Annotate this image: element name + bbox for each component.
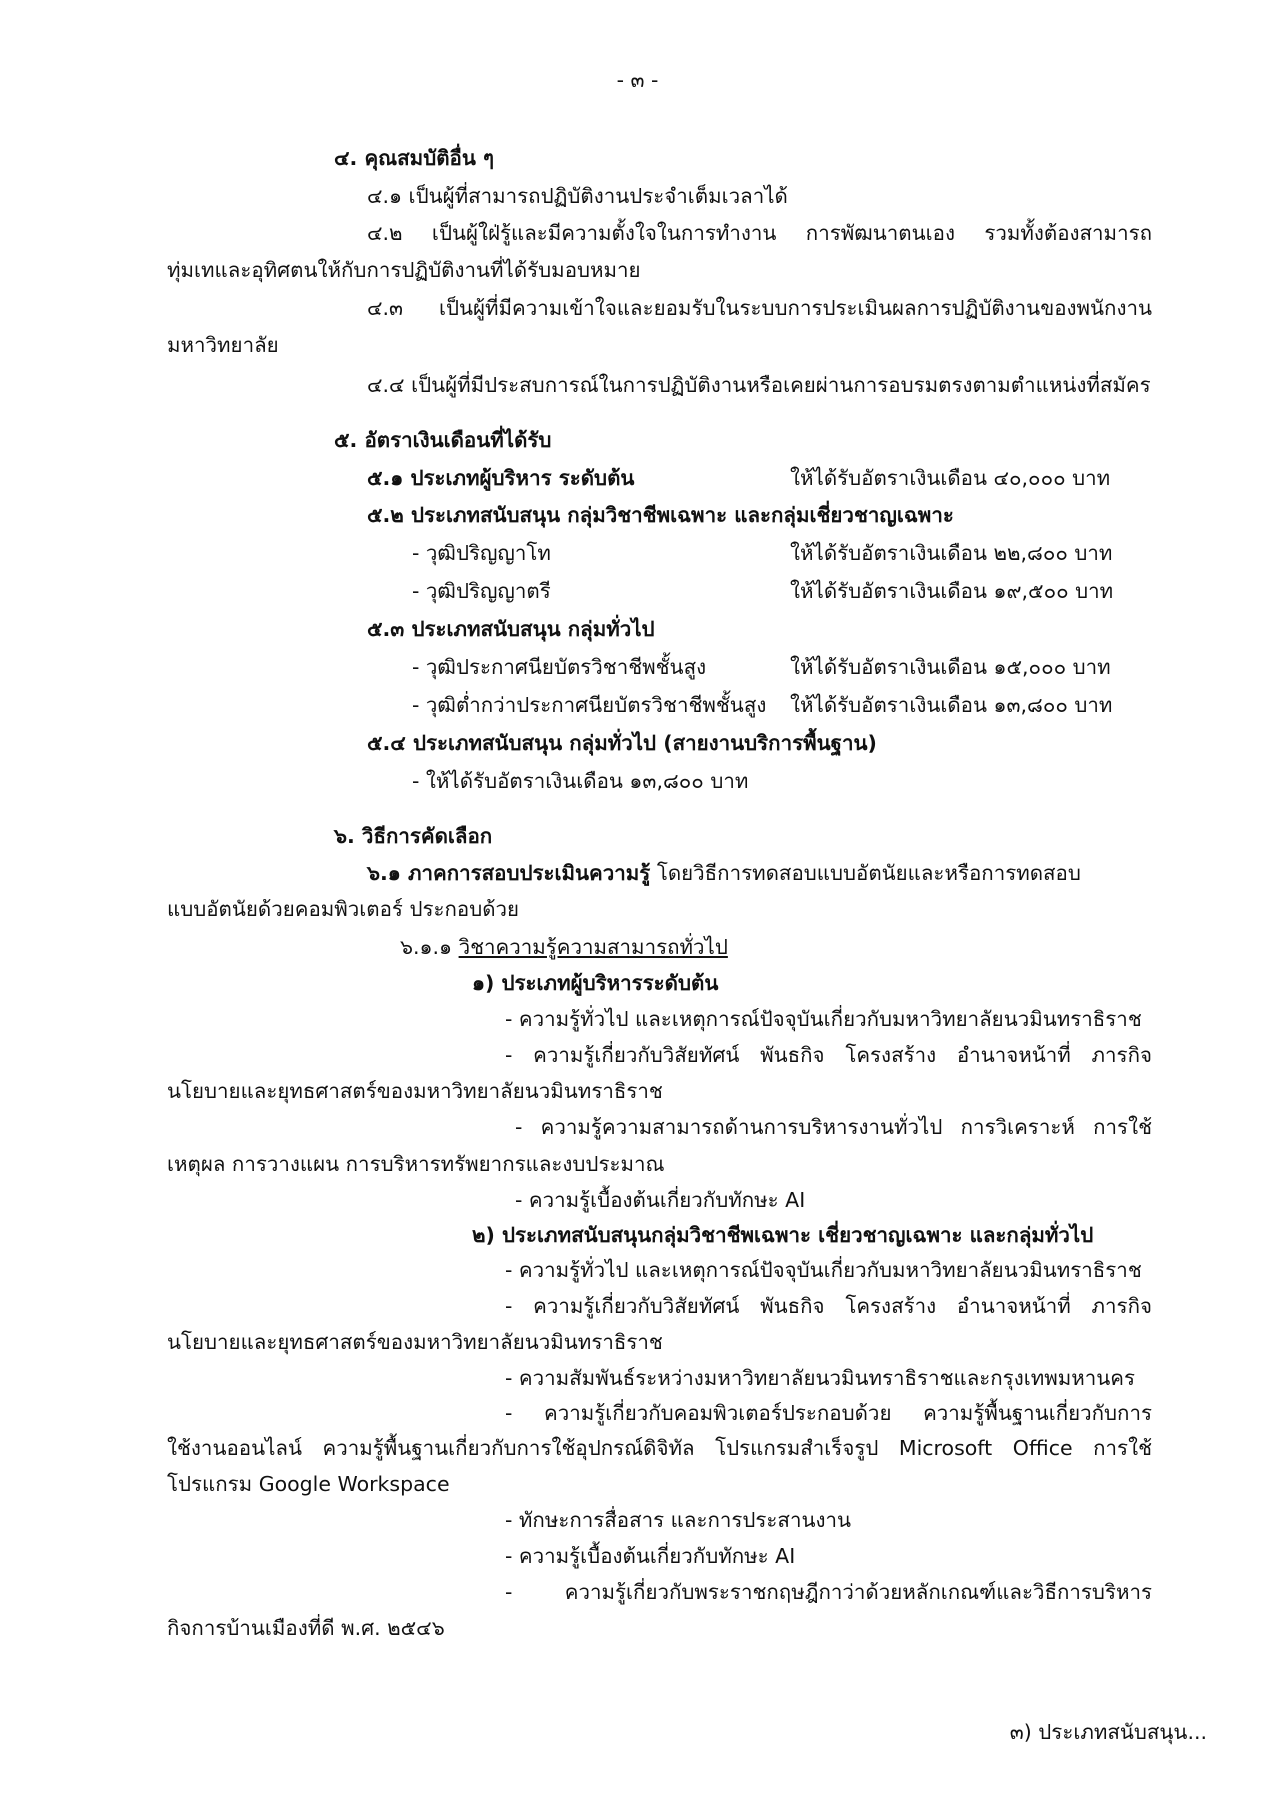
- section-4-item-3-line-1: ๔.๓ เป็นผู้ที่มีความเข้าใจและยอมรับในระบบการประเมินผลการปฏิบัติงานของพนักงาน: [367, 296, 1152, 320]
- section-4-item-4: ๔.๔ เป็นผู้ที่มีประสบการณ์ในการปฏิบัติงานหรือเคยผ่านการอบรมตรงตามตำแหน่งที่สมัคร: [367, 373, 1151, 397]
- group-2-item-6: - ความรู้เบื้องต้นเกี่ยวกับทักษะ AI: [505, 1544, 796, 1568]
- salary-5-3-label: ๕.๓ ประเภทสนับสนุน กลุ่มทั่วไป: [367, 617, 655, 641]
- group-2-item-4-line-1: - ความรู้เกี่ยวกับคอมพิวเตอร์ประกอบด้วย ความรู้พื้นฐานเกี่ยวกับการ: [505, 1401, 1152, 1425]
- salary-5-1-amount: ให้ได้รับอัตราเงินเดือน ๔๐,๐๐๐ บาท: [790, 466, 1111, 490]
- salary-5-4-amount: - ให้ได้รับอัตราเงินเดือน ๑๓,๘๐๐ บาท: [412, 769, 749, 793]
- group-2-item-4-line-3: โปรแกรม Google Workspace: [167, 1472, 450, 1496]
- salary-5-4-label: ๕.๔ ประเภทสนับสนุน กลุ่มทั่วไป (สายงานบริการพื้นฐาน): [367, 731, 877, 755]
- group-1-item-1: - ความรู้ทั่วไป และเหตุการณ์ปัจจุบันเกี่ยวกับมหาวิทยาลัยนวมินทราธิราช: [505, 1007, 1142, 1031]
- group-1-heading: ๑) ประเภทผู้บริหารระดับต้น: [472, 971, 719, 995]
- section-4-item-3-line-2: มหาวิทยาลัย: [167, 333, 279, 357]
- section-4-item-2-line-2: ทุ่มเทและอุทิศตนให้กับการปฏิบัติงานที่ได้รับมอบหมาย: [167, 258, 641, 282]
- section-5-heading: ๕. อัตราเงินเดือนที่ได้รับ: [334, 428, 552, 452]
- salary-5-3-below-diploma-amount: ให้ได้รับอัตราเงินเดือน ๑๓,๘๐๐ บาท: [790, 693, 1113, 717]
- salary-5-2-masters-amount: ให้ได้รับอัตราเงินเดือน ๒๒,๘๐๐ บาท: [790, 541, 1113, 565]
- salary-5-2-bachelor-amount: ให้ได้รับอัตราเงินเดือน ๑๙,๕๐๐ บาท: [790, 579, 1114, 603]
- group-2-item-1: - ความรู้ทั่วไป และเหตุการณ์ปัจจุบันเกี่ยวกับมหาวิทยาลัยนวมินทราธิราช: [505, 1258, 1142, 1282]
- group-2-heading: ๒) ประเภทสนับสนุนกลุ่มวิชาชีพเฉพาะ เชี่ยวชาญเฉพาะ และกลุ่มทั่วไป: [472, 1223, 1094, 1247]
- section-6-heading: ๖. วิธีการคัดเลือก: [334, 824, 493, 848]
- continuation-note: ๓) ประเภทสนับสนุน...: [1009, 1720, 1207, 1744]
- salary-5-2-masters-label: - วุฒิปริญญาโท: [412, 541, 551, 565]
- subsection-6-1-1-number: ๖.๑.๑: [400, 935, 459, 959]
- page-number: - ๓ -: [616, 68, 659, 92]
- group-2-item-5: - ทักษะการสื่อสาร และการประสานงาน: [505, 1508, 851, 1532]
- section-6-1-title: ๖.๑ ภาคการสอบประเมินความรู้: [367, 861, 651, 885]
- subsection-6-1-1: [400, 933, 728, 961]
- group-2-item-4-line-2: ใช้งานออนไลน์ ความรู้พื้นฐานเกี่ยวกับการใช้อุปกรณ์ดิจิทัล โปรแกรมสำเร็จรูป Microsoft Office การใช้: [167, 1436, 1152, 1460]
- salary-5-3-below-diploma-label: - วุฒิต่ำกว่าประกาศนียบัตรวิชาชีพชั้นสูง: [412, 693, 767, 717]
- salary-5-3-diploma-label: - วุฒิประกาศนียบัตรวิชาชีพชั้นสูง: [412, 655, 707, 679]
- group-2-item-7-line-1: - ความรู้เกี่ยวกับพระราชกฤษฎีกาว่าด้วยหลักเกณฑ์และวิธีการบริหาร: [505, 1580, 1152, 1604]
- subsection-6-1-1-title: วิชาความรู้ความสามารถทั่วไป: [458, 935, 728, 959]
- salary-5-2-bachelor-label: - วุฒิปริญญาตรี: [412, 579, 551, 603]
- salary-5-2-label: ๕.๒ ประเภทสนับสนุน กลุ่มวิชาชีพเฉพาะ และกลุ่มเชี่ยวชาญเฉพาะ: [367, 503, 954, 527]
- section-6-1-line-1: [367, 859, 1081, 887]
- section-4-heading: ๔. คุณสมบัติอื่น ๆ: [334, 146, 494, 170]
- section-4-item-2-line-1: ๔.๒ เป็นผู้ใฝ่รู้และมีความตั้งใจในการทำงาน การพัฒนาตนเอง รวมทั้งต้องสามารถ: [367, 221, 1152, 245]
- group-2-item-2-line-2: นโยบายและยุทธศาสตร์ของมหาวิทยาลัยนวมินทราธิราช: [167, 1330, 663, 1354]
- group-1-item-2-line-1: - ความรู้เกี่ยวกับวิสัยทัศน์ พันธกิจ โครงสร้าง อำนาจหน้าที่ ภารกิจ: [505, 1043, 1152, 1067]
- group-1-item-2-line-2: นโยบายและยุทธศาสตร์ของมหาวิทยาลัยนวมินทราธิราช: [167, 1079, 663, 1103]
- salary-5-3-diploma-amount: ให้ได้รับอัตราเงินเดือน ๑๕,๐๐๐ บาท: [790, 655, 1111, 679]
- group-2-item-2-line-1: - ความรู้เกี่ยวกับวิสัยทัศน์ พันธกิจ โครงสร้าง อำนาจหน้าที่ ภารกิจ: [505, 1294, 1152, 1318]
- section-6-1-text: โดยวิธีการทดสอบแบบอัตนัยและหรือการทดสอบ: [650, 861, 1081, 885]
- group-1-item-4: - ความรู้เบื้องต้นเกี่ยวกับทักษะ AI: [515, 1188, 806, 1212]
- group-2-item-7-line-2: กิจการบ้านเมืองที่ดี พ.ศ. ๒๕๔๖: [167, 1616, 445, 1640]
- section-6-1-line-2: แบบอัตนัยด้วยคอมพิวเตอร์ ประกอบด้วย: [167, 897, 520, 921]
- section-4-item-1: ๔.๑ เป็นผู้ที่สามารถปฏิบัติงานประจำเต็มเวลาได้: [367, 184, 788, 208]
- group-1-item-3-line-1: - ความรู้ความสามารถด้านการบริหารงานทั่วไป การวิเคราะห์ การใช้: [515, 1115, 1152, 1139]
- group-1-item-3-line-2: เหตุผล การวางแผน การบริหารทรัพยากรและงบประมาณ: [167, 1152, 665, 1176]
- group-2-item-3: - ความสัมพันธ์ระหว่างมหาวิทยาลัยนวมินทราธิราชและกรุงเทพมหานคร: [505, 1366, 1136, 1390]
- salary-5-1-label: ๕.๑ ประเภทผู้บริหาร ระดับต้น: [367, 466, 635, 490]
